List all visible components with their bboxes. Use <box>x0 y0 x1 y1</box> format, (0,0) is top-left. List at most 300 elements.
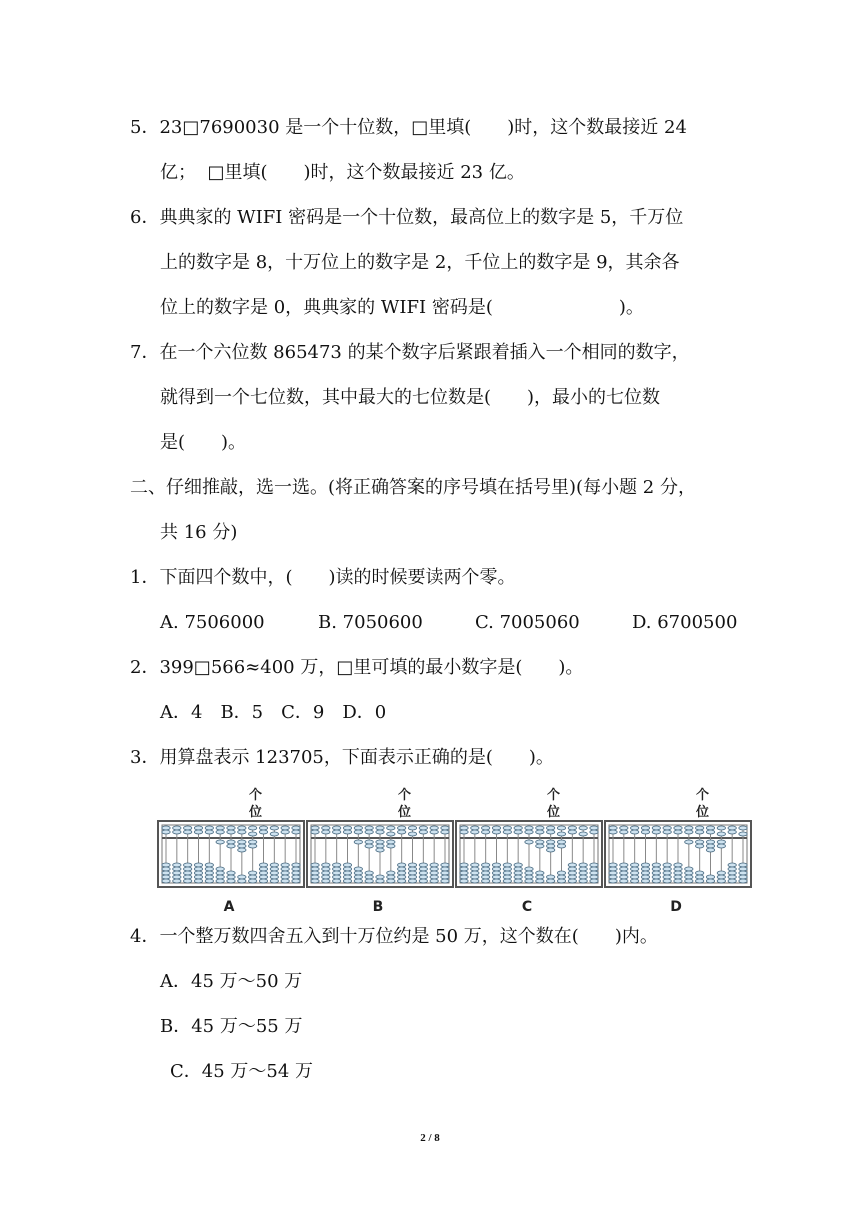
abacus-bead <box>441 871 449 875</box>
abacus-bead <box>292 867 300 871</box>
abacus-bead <box>525 875 533 879</box>
choice4-option-c: C．45 万～54 万 <box>170 1061 314 1082</box>
abacus-bead <box>354 871 362 875</box>
abacus-bead <box>292 875 300 879</box>
abacus-bead <box>546 840 554 844</box>
abacus-bead <box>408 832 416 836</box>
abacus-bead <box>674 830 682 834</box>
abacus-bead <box>663 875 671 879</box>
abacus-bead <box>322 826 330 830</box>
abacus-bead <box>620 867 628 871</box>
abacus-bead <box>343 879 351 883</box>
abacus-bead <box>492 871 500 875</box>
place-label-bottom: 位 <box>248 805 263 820</box>
abacus-bead <box>590 867 598 871</box>
abacus-bead <box>343 826 351 830</box>
abacus-bead <box>579 832 587 836</box>
abacus-bead <box>162 830 170 834</box>
abacus-bead <box>557 832 565 836</box>
abacus-bead <box>238 875 246 879</box>
abacus-bead <box>205 871 213 875</box>
abacus-bead <box>205 879 213 883</box>
abacus-bead <box>641 826 649 830</box>
abacus-bead <box>227 879 235 883</box>
abacus-bead <box>557 871 565 875</box>
place-label-bottom: 位 <box>397 805 412 820</box>
abacus-bead <box>685 830 693 834</box>
abacus-bead <box>408 871 416 875</box>
abacus-bead <box>481 863 489 867</box>
abacus-bead <box>728 863 736 867</box>
q6-line2: 上的数字是 8，十万位上的数字是 2，千位上的数字是 9，其余各 <box>160 252 680 273</box>
abacus-bead <box>397 826 405 830</box>
abacus-bead <box>194 875 202 879</box>
abacus-bead <box>354 830 362 834</box>
abacus-bead <box>408 875 416 879</box>
abacus-bead <box>503 875 511 879</box>
abacus-bead <box>183 863 191 867</box>
abacus-bead <box>430 863 438 867</box>
abacus-bead <box>568 871 576 875</box>
abacus-bead <box>685 879 693 883</box>
abacus-bead <box>365 840 373 844</box>
abacus-bead <box>281 830 289 834</box>
abacus-bead <box>536 844 544 848</box>
page-number: 2 / 8 <box>420 1132 440 1144</box>
abacus-bead <box>685 867 693 871</box>
abacus-bead <box>419 867 427 871</box>
abacus-bead <box>536 871 544 875</box>
abacus-bead <box>227 871 235 875</box>
abacus-bead <box>365 844 373 848</box>
abacus-bead <box>354 826 362 830</box>
abacus-bead <box>292 826 300 830</box>
abacus-bead <box>430 867 438 871</box>
abacus-bead <box>663 830 671 834</box>
abacus-bead <box>205 867 213 871</box>
abacus-bead <box>630 830 638 834</box>
abacus-bead <box>162 826 170 830</box>
abacus-bead <box>183 867 191 871</box>
abacus-bead <box>397 830 405 834</box>
abacus-bead <box>354 867 362 871</box>
abacus-bead <box>620 875 628 879</box>
abacus-bead <box>441 863 449 867</box>
abacus-label: B <box>372 899 384 915</box>
abacus-bead <box>579 879 587 883</box>
abacus-bead <box>471 826 479 830</box>
abacus-bead <box>717 879 725 883</box>
abacus-bead <box>397 879 405 883</box>
abacus-bead <box>194 826 202 830</box>
abacus-bead <box>695 871 703 875</box>
abacus-bead <box>685 875 693 879</box>
abacus-bead <box>419 879 427 883</box>
abacus-bead <box>503 867 511 871</box>
abacus-bead <box>376 830 384 834</box>
abacus-bead <box>311 875 319 879</box>
place-label-bottom: 位 <box>546 805 561 820</box>
abacus-bead <box>481 871 489 875</box>
abacus-bead <box>216 875 224 879</box>
abacus-bead <box>590 830 598 834</box>
abacus-bead <box>514 826 522 830</box>
abacus-bead <box>471 871 479 875</box>
abacus-bead <box>609 867 617 871</box>
abacus-bead <box>322 871 330 875</box>
abacus-bead <box>525 830 533 834</box>
abacus-bead <box>397 863 405 867</box>
abacus-svg <box>156 787 752 917</box>
abacus-bead <box>536 840 544 844</box>
abacus-bead <box>227 840 235 844</box>
abacus-bead <box>365 871 373 875</box>
abacus-bead <box>546 830 554 834</box>
abacus-bead <box>471 863 479 867</box>
abacus-bead <box>706 844 714 848</box>
q7-line3: 是( )。 <box>160 432 247 453</box>
abacus-bead <box>609 879 617 883</box>
abacus-bead <box>270 832 278 836</box>
abacus-label: C <box>521 899 533 915</box>
abacus-bead <box>270 879 278 883</box>
abacus-bead <box>557 826 565 830</box>
abacus-bead <box>706 830 714 834</box>
abacus-bead <box>652 875 660 879</box>
abacus-bead <box>557 840 565 844</box>
abacus-bead <box>281 863 289 867</box>
abacus-bead <box>568 826 576 830</box>
abacus-bead <box>609 830 617 834</box>
abacus-bead <box>460 830 468 834</box>
q5-line2: 亿； □里填( )时，这个数最接近 23 亿。 <box>160 162 525 183</box>
abacus-bead <box>525 840 533 844</box>
abacus-bead <box>194 863 202 867</box>
q7-line2: 就得到一个七位数，其中最大的七位数是( )，最小的七位数 <box>160 387 661 408</box>
abacus-bead <box>641 863 649 867</box>
abacus-bead <box>430 826 438 830</box>
abacus-bead <box>514 867 522 871</box>
abacus-bead <box>332 875 340 879</box>
choice3-stem: 3．用算盘表示 123705，下面表示正确的是( )。 <box>130 747 554 768</box>
abacus-bead <box>173 863 181 867</box>
abacus-bead <box>397 867 405 871</box>
abacus-bead <box>194 871 202 875</box>
abacus-bead <box>630 879 638 883</box>
abacus-bead <box>568 879 576 883</box>
section2-heading-line1: 二、仔细推敲，选一选。(将正确答案的序号填在括号里)(每小题 2 分， <box>130 477 696 498</box>
abacus-bead <box>387 832 395 836</box>
abacus-bead <box>248 879 256 883</box>
abacus-bead <box>205 826 213 830</box>
abacus-bead <box>492 867 500 871</box>
abacus-bead <box>332 867 340 871</box>
abacus-bead <box>419 830 427 834</box>
abacus-bead <box>183 830 191 834</box>
abacus-bead <box>376 879 384 883</box>
abacus-bead <box>514 875 522 879</box>
abacus-bead <box>365 826 373 830</box>
abacus-bead <box>173 867 181 871</box>
abacus-bead <box>514 863 522 867</box>
abacus-bead <box>441 826 449 830</box>
abacus-bead <box>503 826 511 830</box>
abacus-bead <box>430 875 438 879</box>
abacus-bead <box>441 830 449 834</box>
abacus-bead <box>557 875 565 879</box>
abacus-bead <box>641 867 649 871</box>
abacus-bead <box>343 863 351 867</box>
abacus-bead <box>270 863 278 867</box>
abacus-bead <box>536 875 544 879</box>
abacus-bead <box>397 875 405 879</box>
abacus-bead <box>387 871 395 875</box>
abacus-bead <box>343 875 351 879</box>
abacus-bead <box>311 871 319 875</box>
abacus-bead <box>620 871 628 875</box>
abacus-a <box>158 787 304 915</box>
abacus-bead <box>492 863 500 867</box>
abacus-bead <box>387 840 395 844</box>
abacus-bead <box>503 863 511 867</box>
abacus-bead <box>590 826 598 830</box>
abacus-bead <box>387 879 395 883</box>
abacus-bead <box>481 875 489 879</box>
abacus-bead <box>641 871 649 875</box>
place-label-bottom: 位 <box>695 805 710 820</box>
abacus-bead <box>557 879 565 883</box>
abacus-bead <box>568 830 576 834</box>
abacus-bead <box>387 826 395 830</box>
abacus-bead <box>311 879 319 883</box>
abacus-bead <box>387 844 395 848</box>
q6-line1: 6．典典家的 WIFI 密码是一个十位数，最高位上的数字是 5，千万位 <box>130 207 684 228</box>
abacus-bead <box>728 879 736 883</box>
abacus-bead <box>481 867 489 871</box>
choice4-option-a: A．45 万～50 万 <box>160 971 303 992</box>
abacus-bead <box>259 863 267 867</box>
abacus-bead <box>408 867 416 871</box>
abacus-bead <box>695 826 703 830</box>
abacus-bead <box>695 830 703 834</box>
abacus-label: A <box>223 899 235 915</box>
abacus-bead <box>695 875 703 879</box>
abacus-bead <box>579 826 587 830</box>
abacus-bead <box>311 863 319 867</box>
abacus-bead <box>238 848 246 852</box>
abacus-bead <box>471 830 479 834</box>
abacus-bead <box>503 871 511 875</box>
abacus-bead <box>685 826 693 830</box>
abacus-bead <box>492 826 500 830</box>
abacus-bead <box>173 871 181 875</box>
abacus-bead <box>259 830 267 834</box>
abacus-bead <box>590 871 598 875</box>
abacus-bead <box>162 863 170 867</box>
abacus-bead <box>162 875 170 879</box>
abacus-bead <box>717 840 725 844</box>
abacus-bead <box>332 871 340 875</box>
abacus-bead <box>471 879 479 883</box>
abacus-bead <box>652 871 660 875</box>
abacus-bead <box>717 832 725 836</box>
abacus-bead <box>376 844 384 848</box>
abacus-bead <box>332 879 340 883</box>
abacus-bead <box>568 875 576 879</box>
choice1-option-a: A. 7506000 <box>160 612 265 633</box>
abacus-bead <box>248 875 256 879</box>
abacus-bead <box>630 863 638 867</box>
abacus-bead <box>322 875 330 879</box>
abacus-bead <box>695 879 703 883</box>
q7-line1: 7．在一个六位数 865473 的某个数字后紧跟着插入一个相同的数字， <box>130 342 690 363</box>
abacus-bead <box>674 863 682 867</box>
abacus-c <box>456 787 602 915</box>
choice1-option-c: C. 7005060 <box>475 612 580 633</box>
abacus-bead <box>227 844 235 848</box>
abacus-bead <box>387 875 395 879</box>
abacus-bead <box>546 848 554 852</box>
abacus-bead <box>546 875 554 879</box>
abacus-bead <box>227 875 235 879</box>
abacus-bead <box>492 875 500 879</box>
abacus-bead <box>706 848 714 852</box>
abacus-bead <box>695 844 703 848</box>
abacus-bead <box>281 871 289 875</box>
abacus-bead <box>194 867 202 871</box>
q6-line3: 位上的数字是 0，典典家的 WIFI 密码是( )。 <box>160 297 644 318</box>
abacus-bead <box>652 826 660 830</box>
abacus-bead <box>162 867 170 871</box>
abacus-bead <box>728 871 736 875</box>
abacus-bead <box>663 863 671 867</box>
abacus-bead <box>546 879 554 883</box>
abacus-figure <box>156 787 752 917</box>
abacus-bead <box>311 867 319 871</box>
abacus-bead <box>173 826 181 830</box>
abacus-bead <box>430 830 438 834</box>
abacus-bead <box>706 875 714 879</box>
abacus-bead <box>322 879 330 883</box>
abacus-bead <box>568 863 576 867</box>
abacus-bead <box>259 871 267 875</box>
abacus-bead <box>652 863 660 867</box>
abacus-bead <box>620 863 628 867</box>
choice1-stem: 1．下面四个数中，( )读的时候要读两个零。 <box>130 567 516 588</box>
abacus-bead <box>343 830 351 834</box>
abacus-bead <box>674 875 682 879</box>
abacus-bead <box>259 826 267 830</box>
abacus-bead <box>739 875 747 879</box>
abacus-bead <box>641 875 649 879</box>
abacus-bead <box>376 875 384 879</box>
abacus-bead <box>248 840 256 844</box>
abacus-bead <box>238 879 246 883</box>
abacus-bead <box>717 826 725 830</box>
abacus-bead <box>728 875 736 879</box>
abacus-bead <box>292 863 300 867</box>
abacus-bead <box>216 867 224 871</box>
abacus-bead <box>162 871 170 875</box>
abacus-bead <box>536 879 544 883</box>
abacus-bead <box>259 879 267 883</box>
abacus-bead <box>674 826 682 830</box>
abacus-bead <box>216 871 224 875</box>
abacus-bead <box>227 830 235 834</box>
abacus-bead <box>525 826 533 830</box>
abacus-bead <box>322 830 330 834</box>
abacus-bead <box>590 863 598 867</box>
abacus-bead <box>674 879 682 883</box>
abacus-bead <box>557 844 565 848</box>
abacus-bead <box>419 871 427 875</box>
abacus-bead <box>270 826 278 830</box>
choice4-stem: 4．一个整万数四舍五入到十万位约是 50 万，这个数在( )内。 <box>130 926 658 947</box>
abacus-bead <box>706 840 714 844</box>
abacus-bead <box>514 879 522 883</box>
abacus-bead <box>579 871 587 875</box>
abacus-bead <box>216 826 224 830</box>
q5-line1: 5．23□7690030 是一个十位数，□里填( )时，这个数最接近 24 <box>130 117 687 138</box>
abacus-bead <box>419 875 427 879</box>
abacus-bead <box>739 879 747 883</box>
abacus-bead <box>685 840 693 844</box>
abacus-bead <box>430 871 438 875</box>
abacus-bead <box>492 830 500 834</box>
abacus-bead <box>183 871 191 875</box>
abacus-bead <box>238 830 246 834</box>
abacus-bead <box>460 871 468 875</box>
abacus-bead <box>546 844 554 848</box>
abacus-bead <box>460 875 468 879</box>
abacus-bead <box>706 879 714 883</box>
abacus-bead <box>419 863 427 867</box>
abacus-bead <box>205 863 213 867</box>
abacus-bead <box>248 826 256 830</box>
abacus-bead <box>408 879 416 883</box>
abacus-bead <box>441 875 449 879</box>
abacus-bead <box>609 863 617 867</box>
abacus-bead <box>728 830 736 834</box>
abacus-bead <box>471 875 479 879</box>
abacus-bead <box>525 871 533 875</box>
abacus-bead <box>503 830 511 834</box>
abacus-bead <box>365 830 373 834</box>
abacus-bead <box>630 875 638 879</box>
abacus-bead <box>311 826 319 830</box>
abacus-bead <box>728 867 736 871</box>
abacus-bead <box>376 826 384 830</box>
abacus-bead <box>216 879 224 883</box>
place-label-top: 个 <box>695 788 710 803</box>
abacus-bead <box>441 879 449 883</box>
abacus-bead <box>270 875 278 879</box>
abacus-bead <box>525 867 533 871</box>
abacus-bead <box>332 863 340 867</box>
abacus-bead <box>739 832 747 836</box>
section2-heading-line2: 共 16 分) <box>160 522 238 543</box>
abacus-bead <box>525 879 533 883</box>
abacus-bead <box>376 848 384 852</box>
abacus-bead <box>248 832 256 836</box>
abacus-bead <box>663 826 671 830</box>
abacus-bead <box>238 840 246 844</box>
abacus-bead <box>620 830 628 834</box>
abacus-bead <box>281 826 289 830</box>
place-label-top: 个 <box>546 788 561 803</box>
abacus-bead <box>460 879 468 883</box>
abacus-bead <box>216 840 224 844</box>
